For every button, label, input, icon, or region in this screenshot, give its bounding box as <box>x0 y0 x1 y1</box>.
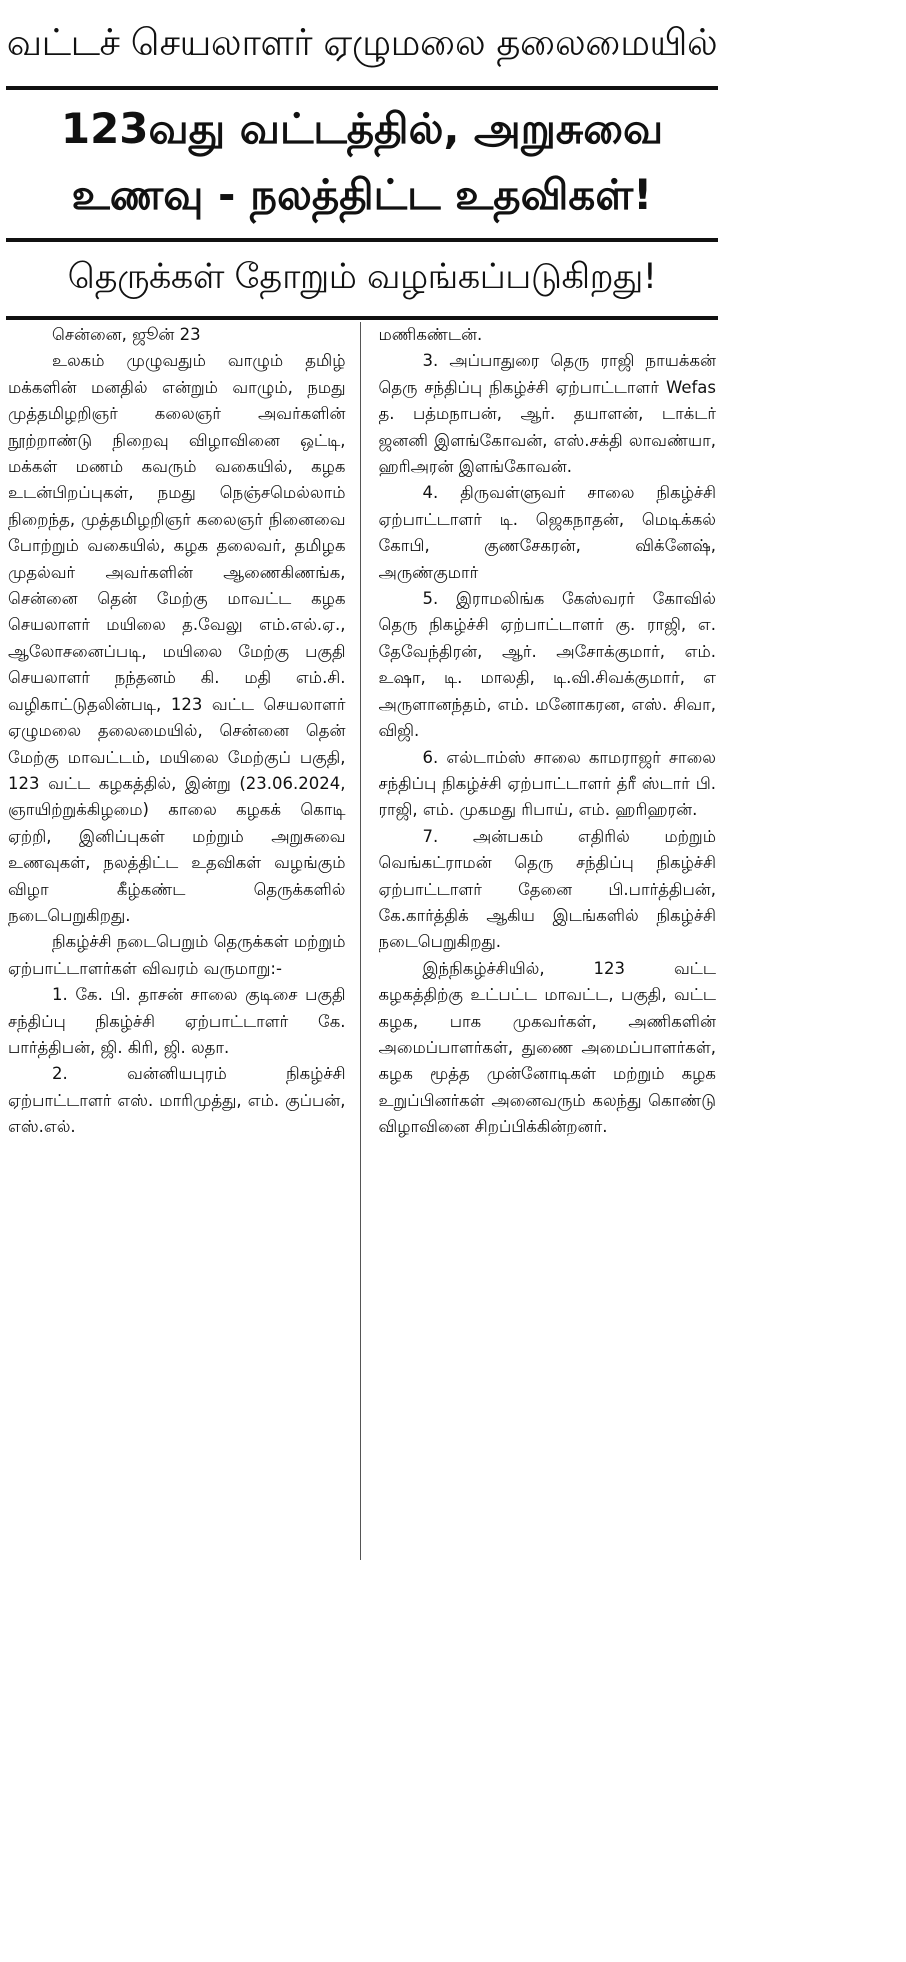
body-paragraph: உலகம் முழுவதும் வாழும் தமிழ் மக்களின் மனதில் என்றும் வாழும், நமது முத்தமிழறிஞர் கலைஞர் அவர்களின் நூற்றாண்டு நிறைவு விழாவினை ஒட்டி, மக்கள் மணம் கவரும் வகையில், கழக உடன்பிறப்புகள், நமது நெஞ்சமெல்லாம் நிறைந்த, முத்தமிழறிஞர் கலைஞர் நினைவை போற்றும் வகையில், கழக தலைவர், தமிழக முதல்வர் அவர்களின் ஆணைகிணங்க, சென்னை தென் மேற்கு மாவட்ட கழக செயலாளர் மயிலை த.வேலு எம்.எல்.ஏ., ஆலோசனைப்படி, மயிலை மேற்கு பகுதி செயலாளர் நந்தனம் கி. மதி எம்.சி. வழிகாட்டுதலின்படி, 123 வட்ட செயலாளர் ஏழுமலை தலைமையில், சென்னை தென் மேற்கு மாவட்டம், மயிலை மேற்குப் பகுதி, 123 வட்ட கழகத்தில், இன்று (23.06.2024, ஞாயிற்றுக்கிழமை) காலை கழகக் கொடி ஏற்றி, இனிப்புகள் மற்றும் அறுசுவை உணவுகள், நலத்திட்ட உதவிகள் வழங்கும் விழா கீழ்கண்ட தெருக்களில் நடைபெறுகிறது. <box>8 351 346 925</box>
body-paragraph: இந்நிகழ்ச்சியில், 123 வட்ட கழகத்திற்கு உட்பட்ட மாவட்ட, பகுதி, வட்ட கழக, பாக முகவர்கள், அணிகளின் அமைப்பாளர்கள், துணை அமைப்பாளர்கள், கழக மூத்த முன்னோடிகள் மற்றும் கழக உறுப்பினர்கள் அனைவரும் கலந்து கொண்டு விழாவினை சிறப்பிக்கின்றனர். <box>378 958 716 1137</box>
list-item: 5. இராமலிங்க கேஸ்வரர் கோவில் தெரு நிகழ்ச்சி ஏற்பாட்டாளர் கு. ராஜி, எ. தேவேந்திரன், ஆர். அசோக்குமார், எம். உஷா, டி. மாலதி, டி.வி.சிவக்குமார், எ அருளானந்தம், எம். மனோகரன, எஸ். சிவா, விஜி. <box>378 589 716 741</box>
list-item: 1. கே. பி. தாசன் சாலை குடிசை பகுதி சந்திப்பு நிகழ்ச்சி ஏற்பாட்டாளர் கே. பார்த்திபன், ஜி. கிரி, ஜி. லதா. <box>8 985 346 1057</box>
left-column <box>8 322 361 1560</box>
headline-line-1: 123வது வட்டத்தில், அறுசுவை <box>60 104 664 153</box>
divider-rule <box>6 316 718 320</box>
list-item: 7. அன்பகம் எதிரில் மற்றும் வெங்கட்ராமன் தெரு சந்திப்பு நிகழ்ச்சி ஏற்பாட்டாளர் தேனை பி.பார்த்திபன், கே.கார்த்திக் ஆகிய இடங்களில் நிகழ்ச்சி நடைபெறுகிறது. <box>378 826 716 952</box>
article-body <box>8 322 716 1560</box>
sub-headline: தெருக்கள் தோறும் வழங்கப்படுகிறது! <box>67 257 657 297</box>
divider-rule <box>6 86 718 90</box>
continued-text: மணிகண்டன். <box>378 325 483 344</box>
body-paragraph: நிகழ்ச்சி நடைபெறும் தெருக்கள் மற்றும் ஏற்பாட்டாளர்கள் விவரம் வருமாறு:- <box>8 932 346 978</box>
main-headline <box>6 92 718 232</box>
list-item: 6. எல்டாம்ஸ் சாலை காமராஜர் சாலை சந்திப்பு நிகழ்ச்சி ஏற்பாட்டாளர் த்ரீ ஸ்டார் பி. ராஜி, எம். முகமது ரிபாய், எம். ஹரிஹரன். <box>378 747 716 820</box>
headline-line-2: உணவு - நலத்திட்ட உதவிகள்! <box>71 170 653 219</box>
list-item: 3. அப்பாதுரை தெரு ராஜி நாயக்கன் தெரு சந்திப்பு நிகழ்ச்சி ஏற்பாட்டாளர் Wefas த. பத்மநாபன், ஆர். தயாளன், டாக்டர் ஜனனி இளங்கோவன், எஸ்.சக்தி லாவண்யா, ஹரிஅரன் இளங்கோவன். <box>378 351 716 477</box>
right-column <box>379 322 717 1560</box>
dateline: சென்னை, ஜூன் 23 <box>52 325 201 344</box>
kicker-headline: வட்டச் செயலாளர் ஏழுமலை தலைமையில் <box>6 21 718 64</box>
list-item: 4. திருவள்ளுவர் சாலை நிகழ்ச்சி ஏற்பாட்டாளர் டி. ஜெகநாதன், மெடிக்கல் கோபி, குணசேகரன், விக்னேஷ், அருண்குமார் <box>378 483 716 582</box>
divider-rule <box>6 238 718 242</box>
list-item: 2. வன்னியபுரம் நிகழ்ச்சி ஏற்பாட்டாளர் எஸ். மாரிமுத்து, எம். குப்பன், எஸ்.எல். <box>8 1064 346 1137</box>
